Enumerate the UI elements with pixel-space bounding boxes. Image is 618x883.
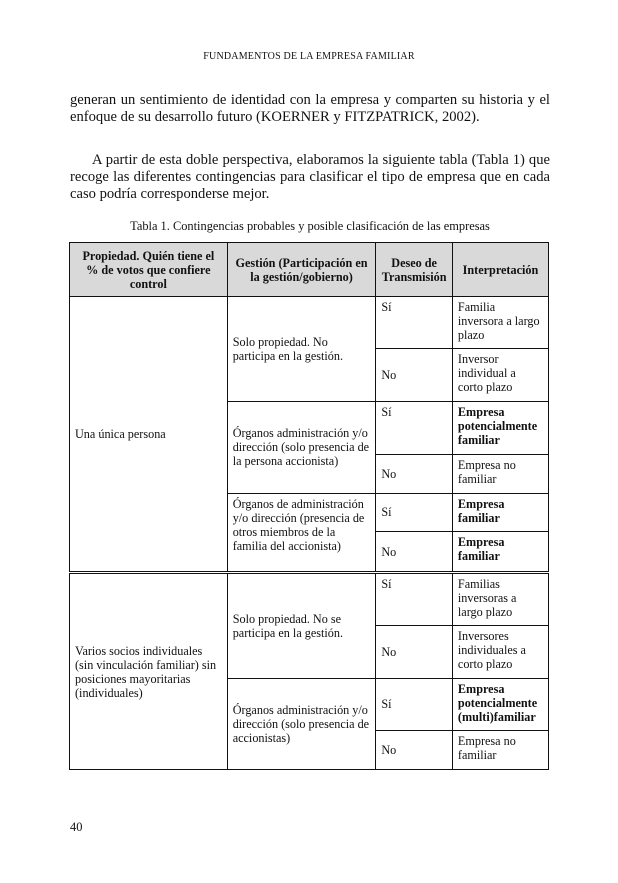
interpretation-cell: Familia inversora a largo plazo — [452, 297, 548, 349]
header-desire: Deseo de Transmisión — [376, 243, 453, 297]
header-management: Gestión (Participación en la gestión/gobierno) — [227, 243, 376, 297]
desire-cell: Sí — [376, 297, 453, 349]
table-caption: Tabla 1. Contingencias probables y posible clasificación de las empresas — [130, 219, 490, 233]
desire-cell: Sí — [376, 493, 453, 532]
page-number: 40 — [70, 820, 83, 834]
header-ownership: Propiedad. Quién tiene el % de votos que confiere control — [70, 243, 228, 297]
desire-cell: No — [376, 532, 453, 573]
interpretation-cell: Inversores individuales a corto plazo — [452, 625, 548, 678]
interpretation-cell: Empresa familiar — [452, 493, 548, 532]
interpretation-cell: Empresa no familiar — [452, 731, 548, 770]
desire-cell: No — [376, 625, 453, 678]
desire-cell: Sí — [376, 678, 453, 730]
table-row — [70, 573, 549, 625]
desire-cell: No — [376, 731, 453, 770]
table-header-row — [70, 243, 549, 297]
body-paragraph: A partir de esta doble perspectiva, elaboramos la siguiente tabla (Tabla 1) que recoge las diferentes contingencias para clasificar el tipo de empresa que en cada caso podría corresponderse mejor. — [70, 152, 550, 202]
interpretation-cell: Familias inversoras a largo plazo — [452, 573, 548, 625]
ownership-cell: Una única persona — [70, 297, 228, 573]
desire-cell: Sí — [376, 573, 453, 625]
ownership-cell: Varios socios individuales (sin vinculación familiar) sin posiciones mayoritarias (individuales) — [70, 573, 228, 770]
desire-cell: Sí — [376, 402, 453, 454]
table-row — [70, 297, 549, 349]
management-cell: Solo propiedad. No participa en la gestión. — [227, 297, 376, 402]
desire-cell: No — [376, 454, 453, 493]
body-paragraph: generan un sentimiento de identidad con la empresa y comparten su historia y el enfoque de su desarrollo futuro (KOERNER y FITZPATRICK, 2002). — [70, 92, 550, 125]
management-cell: Órganos administración y/o dirección (solo presencia de la persona accionista) — [227, 402, 376, 493]
desire-cell: No — [376, 349, 453, 402]
interpretation-cell: Empresa no familiar — [452, 454, 548, 493]
interpretation-cell: Empresa familiar — [452, 532, 548, 573]
classification-table — [69, 242, 549, 770]
running-header: FUNDAMENTOS DE LA EMPRESA FAMILIAR — [203, 51, 415, 62]
header-interpretation: Interpretación — [452, 243, 548, 297]
management-cell: Solo propiedad. No se participa en la gestión. — [227, 573, 376, 678]
interpretation-cell: Empresa potencialmente (multi)familiar — [452, 678, 548, 730]
interpretation-cell: Inversor individual a corto plazo — [452, 349, 548, 402]
management-cell: Órganos de administración y/o dirección (presencia de otros miembros de la familia del accionista) — [227, 493, 376, 573]
management-cell: Órganos administración y/o dirección (solo presencia de accionistas) — [227, 678, 376, 769]
interpretation-cell: Empresa potencialmente familiar — [452, 402, 548, 454]
